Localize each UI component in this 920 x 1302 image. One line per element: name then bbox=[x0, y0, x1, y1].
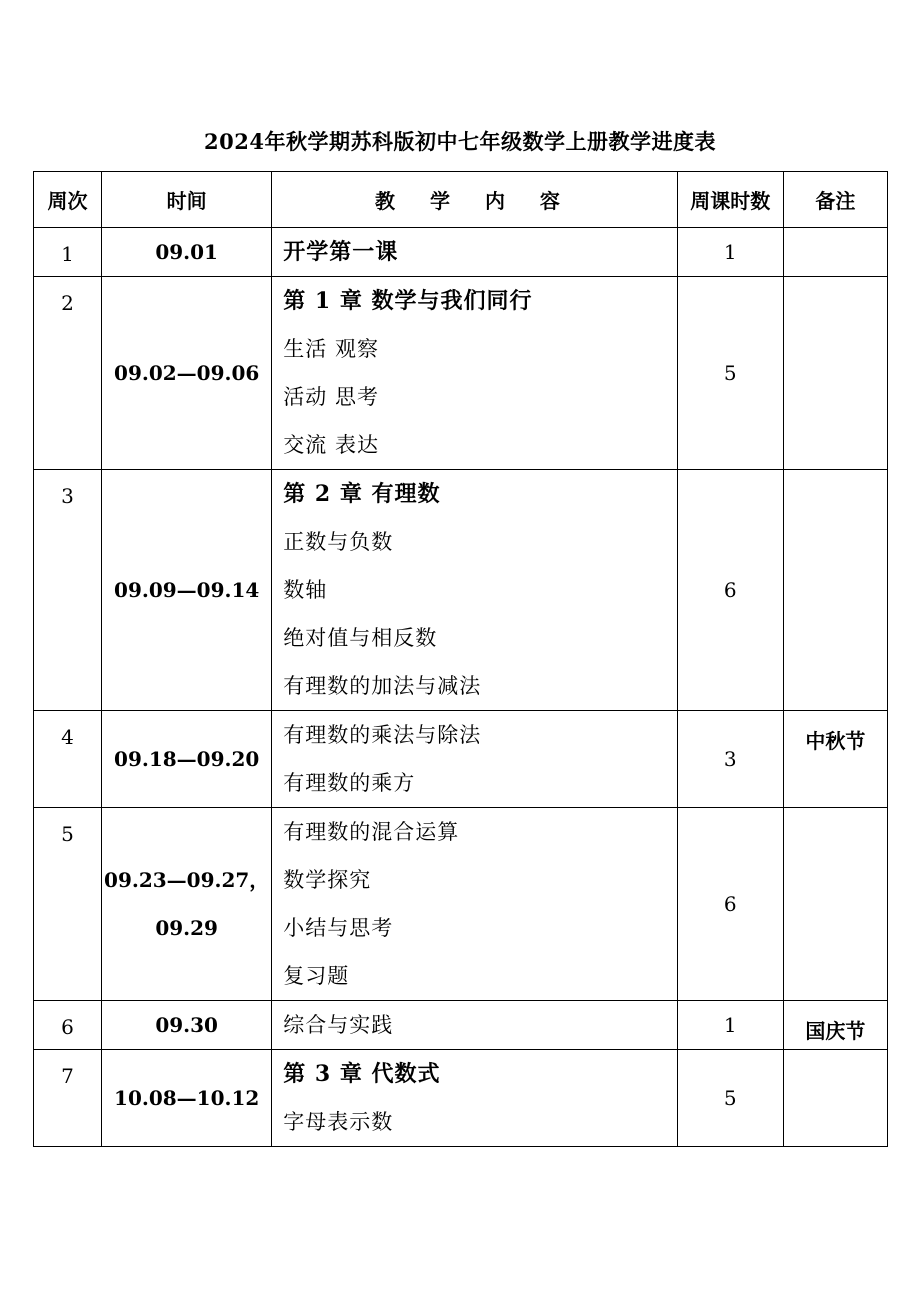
header-note: 备注 bbox=[783, 172, 887, 228]
lesson-item: 绝对值与相反数 bbox=[283, 626, 438, 650]
chapter-heading: 开学第一课 bbox=[283, 239, 399, 265]
table-row bbox=[34, 1050, 888, 1147]
lesson-item: 综合与实践 bbox=[283, 1013, 394, 1037]
time-line: 09.01 bbox=[155, 240, 218, 264]
hours-cell: 1 bbox=[677, 1001, 783, 1050]
lesson-item: 活动 思考 bbox=[283, 385, 379, 409]
week-cell: 6 bbox=[34, 1001, 102, 1050]
table-row bbox=[34, 228, 888, 277]
week-cell: 3 bbox=[34, 470, 102, 711]
week-cell: 2 bbox=[34, 277, 102, 470]
time-cell bbox=[102, 277, 272, 470]
document-title: 2024年秋学期苏科版初中七年级数学上册教学进度表 bbox=[204, 129, 716, 154]
time-cell bbox=[102, 1050, 272, 1147]
lesson-item: 复习题 bbox=[283, 964, 350, 988]
hours-cell: 1 bbox=[677, 228, 783, 277]
hours-cell: 6 bbox=[677, 808, 783, 1001]
header-hours: 周课时数 bbox=[677, 172, 783, 228]
note-cell: 中秋节 bbox=[783, 711, 887, 808]
chapter-heading: 第 3 章 代数式 bbox=[283, 1061, 441, 1087]
table-row bbox=[34, 808, 888, 1001]
content-cell bbox=[272, 1050, 677, 1147]
table-row bbox=[34, 277, 888, 470]
content-cell bbox=[272, 1001, 677, 1050]
table-row bbox=[34, 711, 888, 808]
note-cell: 国庆节 bbox=[783, 1001, 887, 1050]
time-line: 09.30 bbox=[155, 1013, 218, 1037]
lesson-item: 正数与负数 bbox=[283, 530, 394, 554]
note-cell bbox=[783, 277, 887, 470]
lesson-item: 生活 观察 bbox=[283, 337, 379, 361]
content-cell bbox=[272, 228, 677, 277]
lesson-item: 有理数的乘方 bbox=[283, 771, 416, 795]
hours-cell: 6 bbox=[677, 470, 783, 711]
week-cell: 1 bbox=[34, 228, 102, 277]
lesson-item: 字母表示数 bbox=[283, 1110, 394, 1134]
chapter-heading: 第 1 章 数学与我们同行 bbox=[283, 288, 533, 314]
lesson-item: 有理数的加法与减法 bbox=[283, 674, 482, 698]
lesson-item: 有理数的混合运算 bbox=[283, 820, 460, 844]
time-line: 09.18—09.20 bbox=[114, 747, 260, 771]
time-line: 09.09—09.14 bbox=[114, 578, 260, 602]
note-cell bbox=[783, 228, 887, 277]
time-line: 10.08—10.12 bbox=[114, 1086, 260, 1110]
note-cell bbox=[783, 1050, 887, 1147]
time-line: 09.23—09.27， bbox=[104, 868, 270, 892]
time-cell bbox=[102, 470, 272, 711]
content-cell bbox=[272, 470, 677, 711]
week-cell: 7 bbox=[34, 1050, 102, 1147]
content-cell bbox=[272, 711, 677, 808]
lesson-item: 数学探究 bbox=[283, 868, 372, 892]
lesson-item: 有理数的乘法与除法 bbox=[283, 723, 482, 747]
note-cell bbox=[783, 470, 887, 711]
lesson-item: 数轴 bbox=[283, 578, 328, 602]
chapter-heading: 第 2 章 有理数 bbox=[283, 481, 441, 507]
content-cell bbox=[272, 277, 677, 470]
table-row bbox=[34, 470, 888, 711]
hours-cell: 5 bbox=[677, 1050, 783, 1147]
content-cell bbox=[272, 808, 677, 1001]
time-cell bbox=[102, 1001, 272, 1050]
schedule-table bbox=[33, 171, 888, 1147]
note-cell bbox=[783, 808, 887, 1001]
header-content: 教 学 内 容 bbox=[272, 172, 677, 228]
time-cell bbox=[102, 808, 272, 1001]
week-cell: 4 bbox=[34, 711, 102, 808]
hours-cell: 3 bbox=[677, 711, 783, 808]
time-cell bbox=[102, 711, 272, 808]
lesson-item: 小结与思考 bbox=[283, 916, 394, 940]
time-line: 09.02—09.06 bbox=[114, 361, 260, 385]
time-cell bbox=[102, 228, 272, 277]
week-cell: 5 bbox=[34, 808, 102, 1001]
hours-cell: 5 bbox=[677, 277, 783, 470]
table-row bbox=[34, 1001, 888, 1050]
lesson-item: 交流 表达 bbox=[283, 433, 379, 457]
header-time: 时间 bbox=[102, 172, 272, 228]
header-row bbox=[34, 172, 888, 228]
header-week: 周次 bbox=[34, 172, 102, 228]
time-line: 09.29 bbox=[155, 916, 218, 940]
